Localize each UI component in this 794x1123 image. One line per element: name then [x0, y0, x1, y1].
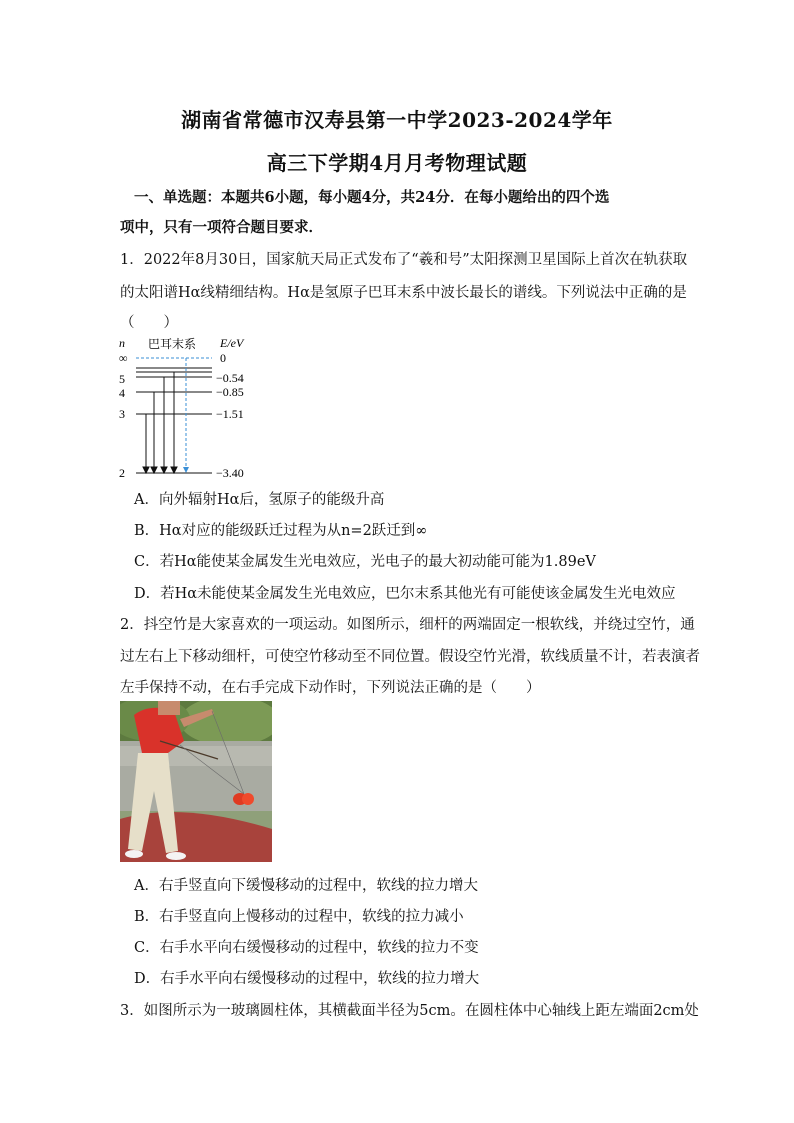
arrowhead-6-to-2: [171, 467, 177, 473]
n-label-3: 3: [119, 407, 125, 421]
q2-stem-line2: 过左右上下移动细杆，可使空竹移动至不同位置。假设空竹光滑，软线质量不计，若表演者: [120, 649, 700, 665]
q2-option-b: B．右手竖直向上慢移动的过程中，软线的拉力减小: [134, 909, 464, 925]
q1-option-d: D．若Hα未能使某金属发生光电效应，巴尔末系其他光有可能使该金属发生光电效应: [134, 586, 676, 602]
arrowhead-5-to-2: [161, 467, 167, 473]
q1-option-b: B．Hα对应的能级跃迁过程为从n=2跃迁到∞: [134, 523, 428, 539]
q1-stem-line1: 1．2022年8月30日，国家航天局正式发布了“羲和号”太阳探测卫星国际上首次在轨获取: [120, 252, 688, 268]
n-label-5: 5: [119, 372, 125, 386]
q1-option-c: C．若Hα能使某金属发生光电效应，光电子的最大初动能可能为1.89eV: [134, 554, 596, 570]
section-heading: 一、单选题：本题共6小题，每小题4分，共24分．在每小题给出的四个选: [134, 189, 610, 206]
arrowhead-3-to-2: [143, 467, 149, 473]
q1-option-a: A．向外辐射Hα后，氢原子的能级升高: [134, 492, 385, 508]
q2-option-a: A．右手竖直向下缓慢移动的过程中，软线的拉力增大: [134, 878, 478, 894]
energy-label-4: −0.85: [216, 385, 244, 399]
energy-axis-label: E/eV: [220, 336, 244, 350]
energy-label-inf: 0: [220, 351, 226, 365]
n-label-4: 4: [119, 386, 125, 400]
q3-stem-line1: 3．如图所示为一玻璃圆柱体，其横截面半径为5cm。在圆柱体中心轴线上距左端面2cm处: [120, 1003, 699, 1019]
energy-label-2: −3.40: [216, 466, 244, 480]
q2-option-d: D．右手水平向右缓慢移动的过程中，软线的拉力增大: [134, 971, 480, 987]
q2-stem-line3: 左手保持不动，在右手完成下动作时，下列说法正确的是（ ）: [120, 680, 541, 696]
energy-level-diagram: [112, 335, 272, 483]
series-label: 巴耳末系: [148, 337, 197, 351]
q1-stem-line2: 的太阳谱Hα线精细结构。Hα是氢原子巴耳末系中波长最长的谱线。下列说法中正确的是: [120, 285, 687, 301]
arrowhead-inf-to-2: [183, 467, 189, 473]
exam-title-line2: 高三下学期4月月考物理试题: [266, 151, 528, 175]
energy-label-3: −1.51: [216, 407, 244, 421]
n-label-2: 2: [119, 466, 125, 480]
q2-option-c: C．右手水平向右缓慢移动的过程中，软线的拉力不变: [134, 940, 479, 956]
exam-title-line1: 湖南省常德市汉寿县第一中学2023-2024学年: [181, 108, 613, 132]
n-label-inf: ∞: [119, 351, 128, 365]
q2-stem-line1: 2．抖空竹是大家喜欢的一项运动。如图所示，细杆的两端固定一根软线，并绕过空竹，通: [120, 617, 695, 633]
q1-answer-paren: （ ）: [120, 315, 178, 331]
section-heading-cont: 项中，只有一项符合题目要求．: [120, 219, 323, 236]
n-axis-label: n: [119, 336, 125, 350]
diabolo-photo: [120, 701, 272, 862]
arrowhead-4-to-2: [151, 467, 157, 473]
energy-label-5: −0.54: [216, 371, 244, 385]
